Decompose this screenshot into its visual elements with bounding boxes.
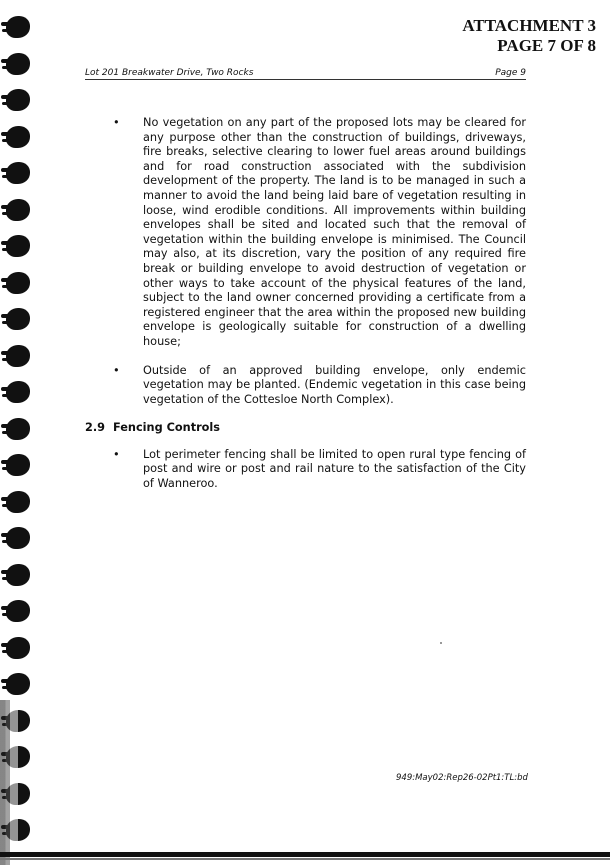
list-item: [85, 364, 526, 408]
punch-hole: [6, 162, 30, 184]
header-address: Lot 201 Breakwater Drive, Two Rocks: [85, 68, 254, 78]
punch-hole: [6, 381, 30, 403]
punch-hole: [6, 89, 30, 111]
list-item-text: Lot perimeter fencing shall be limited to open rural type fencing of post and wire or post and rail nature to the satisfaction of the City of Wanneroo.: [143, 447, 526, 491]
attachment-page: PAGE 7 OF 8: [497, 36, 596, 55]
scan-bottom-edge-shadow: [0, 858, 610, 860]
bullet-icon: •: [113, 363, 120, 377]
punch-hole: [6, 600, 30, 622]
punch-hole: [6, 126, 30, 148]
punch-hole: [6, 53, 30, 75]
scan-edge-shadow: [0, 700, 18, 865]
document-body: [85, 116, 526, 506]
list-item: [85, 116, 526, 350]
punch-hole: [6, 308, 30, 330]
attachment-title: ATTACHMENT 3: [462, 16, 596, 35]
punch-hole: [6, 491, 30, 513]
footer-reference: 949:May02:Rep26-02Pt1:TL:bd: [396, 773, 528, 783]
running-header: [85, 65, 526, 80]
scan-bottom-edge: [0, 852, 610, 857]
list-item-text: No vegetation on any part of the proposed lots may be cleared for any purpose other than the construction of buildings, driveways, fire breaks, selective clearing to lower fuel areas around buildings and for road construction associated with the subdivision development of the property. The land is to be managed in such a manner to avoid the land being laid bare of vegetation resulting in loose, wind erodible conditions. All improvements within building envelopes shall be sited and located such that the removal of vegetation within the building envelope is minimised. The Council may also, at its discretion, vary the position of any required fire break or building envelope to avoid destruction of vegetation or other ways to take account of the physical features of the land, subject to the land owner concerned providing a certificate from a registered engineer that the area within the proposed new building envelope is geologically suitable for construction of a dwelling house;: [143, 116, 526, 348]
punch-hole: [6, 345, 30, 367]
punch-hole: [6, 564, 30, 586]
punch-hole: [6, 637, 30, 659]
punch-hole: [6, 235, 30, 257]
punch-hole: [6, 527, 30, 549]
scan-speck: [440, 642, 442, 644]
punch-hole: [6, 454, 30, 476]
punch-hole: [6, 272, 30, 294]
section-heading: [85, 421, 526, 436]
punch-hole: [6, 418, 30, 440]
list-item-text: Outside of an approved building envelope, only endemic vegetation may be planted. (Endemic vegetation in this case being vegetation of the Cottesloe North Complex).: [143, 363, 526, 406]
punch-hole: [6, 673, 30, 695]
punch-hole: [6, 199, 30, 221]
bullet-icon: •: [113, 116, 120, 129]
bullet-icon: •: [113, 447, 120, 461]
list-item: [85, 448, 526, 492]
attachment-stamp: [462, 16, 596, 56]
punch-hole: [6, 16, 30, 38]
section-number: 2.9: [85, 421, 106, 435]
header-page-number: Page 9: [495, 68, 526, 78]
section-title: Fencing Controls: [113, 421, 221, 435]
